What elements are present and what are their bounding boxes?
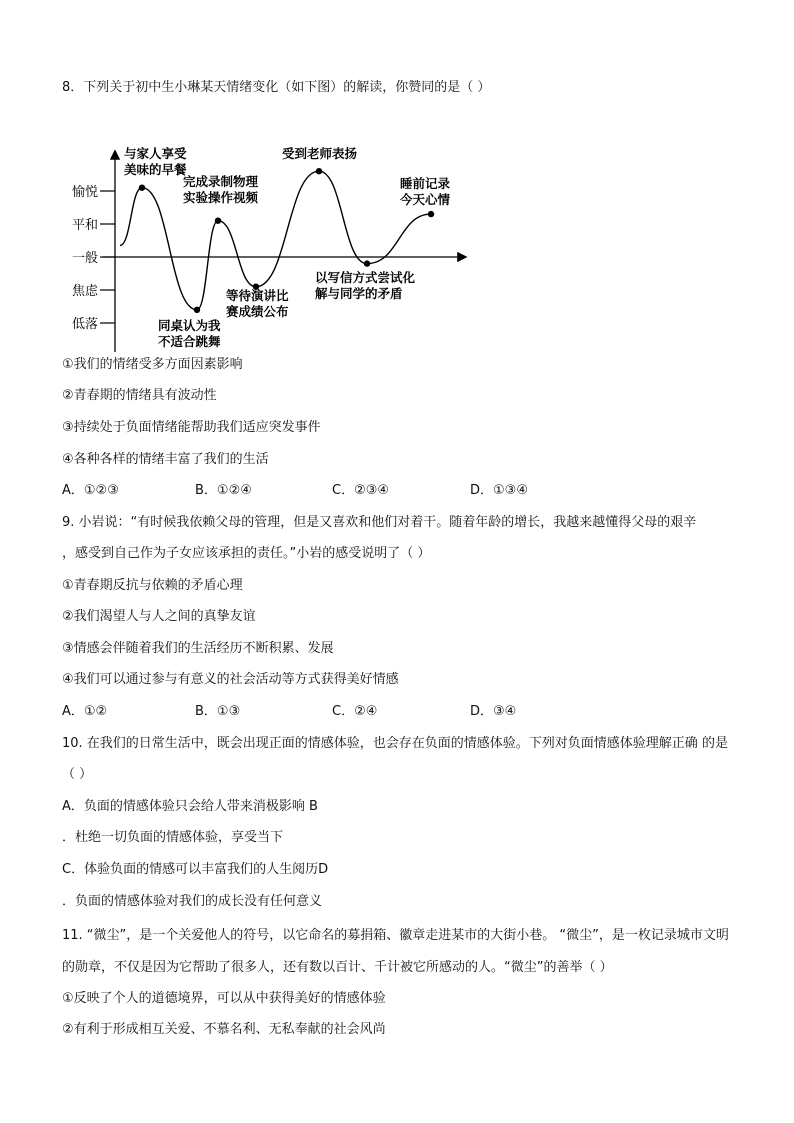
mood-annotation: 美味的早餐 — [124, 162, 187, 177]
mood-annotation: 今天心情 — [400, 192, 451, 207]
q8-option-a[interactable]: A．①②③ — [62, 483, 119, 498]
q10-stem-line-1: 10. 在我们的日常生活中，既会出现正面的情感体验，也会存在负面的情感体验。下列对负面情感体验理解正确 的是 — [62, 736, 728, 751]
q9-option-a[interactable]: A．①② — [62, 704, 108, 719]
q8-option-c[interactable]: C．②③④ — [332, 483, 390, 498]
q11-stem-line-1: 11. “微尘”，是一个关爱他人的符号，以它命名的募捐箱、徽章走进某市的大街小巷。 “微尘”，是一枚记录城市文明 — [62, 928, 729, 943]
q8-statement-3: ③持续处于负面情绪能帮助我们适应突发事件 — [62, 420, 321, 435]
mood-annotation: 与家人享受 — [124, 146, 187, 161]
y-tick-label: 一般 — [71, 251, 98, 266]
q9-option-d[interactable]: D．③④ — [470, 704, 517, 719]
mood-point — [364, 260, 370, 266]
q9-option-c[interactable]: C．②④ — [332, 704, 378, 719]
mood-annotation: 不适合跳舞 — [158, 334, 221, 349]
q10-option-line-4[interactable]: ．负面的情感体验对我们的成长没有任何意义 — [62, 894, 323, 909]
q9-statement-4: ④我们可以通过参与有意义的社会活动等方式获得美好情感 — [62, 672, 399, 687]
q9-stem-line-1: 9. 小岩说：“有时候我依赖父母的管理，但是又喜欢和他们对着干。随着年龄的增长，我越来越懂得父母的艰辛 — [62, 515, 697, 530]
mood-point — [316, 168, 322, 174]
mood-point — [194, 307, 200, 313]
mood-annotation: 受到老师表扬 — [282, 146, 358, 161]
mood-chart — [60, 140, 480, 360]
mood-point — [215, 218, 221, 224]
mood-point — [139, 185, 145, 191]
q8-option-b[interactable]: B．①②④ — [195, 483, 252, 498]
mood-annotation: 以写信方式尝试化 — [315, 270, 416, 285]
mood-annotation: 等待演讲比 — [226, 288, 289, 303]
mood-annotation: 睡前记录 — [400, 176, 451, 191]
q9-stem-line-2: ，感受到自己作为子女应该承担的责任。”小岩的感受说明了（ ） — [62, 546, 431, 561]
q9-statement-3: ③情感会伴随着我们的生活经历不断积累、发展 — [62, 641, 334, 656]
q9-statement-1: ①青春期反抗与依赖的矛盾心理 — [62, 578, 243, 593]
q8-stem: 8．下列关于初中生小琳某天情绪变化（如下图）的解读，你赞同的是（ ） — [62, 80, 491, 95]
q9-statement-2: ②我们渴望人与人之间的真挚友谊 — [62, 609, 256, 624]
q9-option-b[interactable]: B．①③ — [195, 704, 241, 719]
q9-options — [62, 704, 662, 720]
y-tick-label: 平和 — [71, 218, 98, 233]
q11-stem-line-2: 的勋章，不仅是因为它帮助了很多人，还有数以百计、千计被它所感动的人。“微尘”的善举（ ） — [62, 960, 613, 975]
q11-statement-1: ①反映了个人的道德境界，可以从中获得美好的情感体验 — [62, 991, 386, 1006]
mood-annotation: 解与同学的矛盾 — [315, 286, 403, 301]
mood-annotation: 赛成绩公布 — [226, 304, 289, 319]
q11-statement-2: ②有利于形成相互关爱、不慕名利、无私奉献的社会风尚 — [62, 1022, 386, 1037]
q8-statement-4: ④各种各样的情绪丰富了我们的生活 — [62, 452, 269, 467]
q8-option-d[interactable]: D．①③④ — [470, 483, 528, 498]
mood-annotation: 完成录制物理 — [183, 174, 259, 189]
q10-option-line-2[interactable]: ．杜绝一切负面的情感体验，享受当下 — [62, 830, 284, 845]
q8-statement-1: ①我们的情绪受多方面因素影响 — [62, 357, 243, 372]
q8-options — [62, 483, 662, 499]
mood-annotation: 同桌认为我 — [158, 318, 221, 333]
q10-option-line-1[interactable]: A．负面的情感体验只会给人带来消极影响 B — [62, 799, 318, 814]
y-tick-label: 低落 — [71, 317, 98, 332]
q10-option-line-3[interactable]: C．体验负面的情感可以丰富我们的人生阅历D — [62, 862, 329, 877]
q10-stem-line-2: （ ） — [62, 767, 93, 782]
q8-statement-2: ②青春期的情绪具有波动性 — [62, 388, 217, 403]
y-tick-label: 焦虑 — [71, 284, 98, 299]
y-tick-label: 愉悦 — [71, 185, 98, 200]
mood-annotation: 实验操作视频 — [183, 190, 259, 205]
mood-point — [428, 211, 434, 217]
